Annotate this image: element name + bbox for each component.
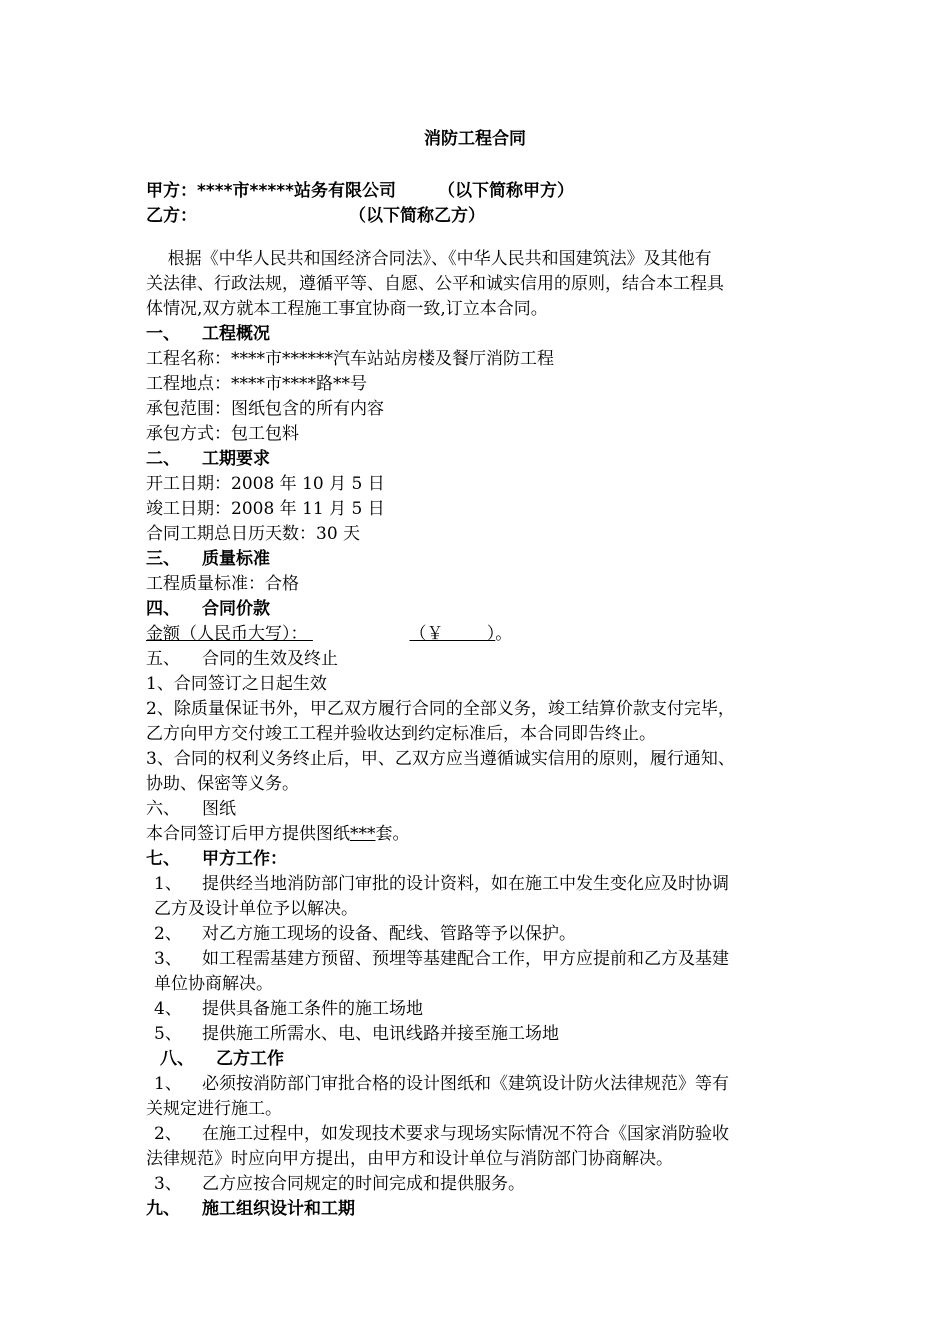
- section-heading-6: 六、 图纸: [146, 799, 236, 819]
- party-a-name: ****市*****站务有限公司: [197, 181, 397, 201]
- amount-label: 金额（人民币大写）：: [146, 624, 308, 644]
- section-heading-3: 三、 质量标准: [146, 549, 270, 569]
- section-heading-4: 四、 合同价款: [146, 599, 270, 619]
- party-b-abbr: （以下简称乙方）: [349, 206, 485, 226]
- contract-body: [146, 247, 806, 1222]
- party-a-duty: 乙方及设计单位予以解决。: [154, 899, 358, 919]
- party-b-duty: 2、 在施工过程中，如发现技术要求与现场实际情况不符合《国家消防验收: [154, 1124, 729, 1144]
- amount-yen: （￥ ）: [409, 624, 496, 644]
- party-b-label: 乙方：: [146, 206, 197, 226]
- section-heading-5: 五、 合同的生效及终止: [146, 649, 338, 669]
- start-date: 开工日期：2008 年 10 月 5 日: [146, 474, 385, 494]
- party-a-label: 甲方：: [146, 181, 197, 201]
- party-a-duty: 2、 对乙方施工现场的设备、配线、管路等予以保护。: [154, 924, 576, 944]
- preamble-line: 根据《中华人民共和国经济合同法》、《中华人民共和国建筑法》及其他有: [146, 249, 712, 269]
- party-a-duty: 3、 如工程需基建方预留、预埋等基建配合工作，甲方应提前和乙方及基建: [154, 949, 729, 969]
- clause-line: 乙方向甲方交付竣工工程并验收达到约定标准后，本合同即告终止。: [146, 724, 656, 744]
- drawings-line: 本合同签订后甲方提供图纸***套。: [146, 824, 410, 844]
- section-heading-1: 一、 工程概况: [146, 324, 270, 344]
- section-heading-7: 七、 甲方工作：: [146, 849, 287, 869]
- party-b-duty: 法律规范》时应向甲方提出，由甲方和设计单位与消防部门协商解决。: [146, 1149, 673, 1169]
- party-a-duty: 单位协商解决。: [154, 974, 273, 994]
- party-a-duty: 5、 提供施工所需水、电、电讯线路并接至施工场地: [154, 1024, 559, 1044]
- party-b-duty: 3、 乙方应按合同规定的时间完成和提供服务。: [154, 1174, 525, 1194]
- contract-scope: 承包范围：图纸包含的所有内容: [146, 399, 384, 419]
- section-heading-2: 二、 工期要求: [146, 449, 270, 469]
- quality-standard: 工程质量标准：合格: [146, 574, 299, 594]
- preamble-line: 体情况,双方就本工程施工事宜协商一致,订立本合同。: [146, 299, 548, 319]
- party-b-duty: 关规定进行施工。: [146, 1099, 282, 1119]
- party-b-duty: 1、 必须按消防部门审批合格的设计图纸和《建筑设计防火法律规范》等有: [154, 1074, 729, 1094]
- clause-line: 2、除质量保证书外，甲乙双方履行合同的全部义务，竣工结算价款支付完毕，: [146, 699, 735, 719]
- party-a-abbr: （以下简称甲方）: [438, 181, 575, 201]
- section-heading-9: 九、 施工组织设计和工期: [146, 1199, 355, 1219]
- drawings-count: ***: [350, 824, 376, 844]
- project-name: 工程名称：****市******汽车站站房楼及餐厅消防工程: [146, 349, 554, 369]
- project-location: 工程地点：****市****路**号: [146, 374, 367, 394]
- completion-date: 竣工日期：2008 年 11 月 5 日: [146, 499, 385, 519]
- preamble-line: 关法律、行政法规，遵循平等、自愿、公平和诚实信用的原则，结合本工程具: [146, 274, 724, 294]
- clause-line: 协助、保密等义务。: [146, 774, 299, 794]
- party-a-duty: 4、 提供具备施工条件的施工场地: [154, 999, 423, 1019]
- clause-line: 3、合同的权利义务终止后，甲、乙双方应当遵循诚实信用的原则，履行通知、: [146, 749, 735, 769]
- document-title: 消防工程合同: [424, 129, 526, 149]
- amount-line: 金额（人民币大写）： （￥ ）。: [146, 624, 513, 644]
- section-heading-8: 八、 乙方工作: [160, 1049, 284, 1069]
- contract-mode: 承包方式：包工包料: [146, 424, 299, 444]
- party-a-duty: 1、 提供经当地消防部门审批的设计资料，如在施工中发生变化应及时协调: [154, 874, 729, 894]
- total-days: 合同工期总日历天数：30 天: [146, 524, 361, 544]
- party-b-line: [146, 201, 485, 226]
- clause-line: 1、合同签订之日起生效: [146, 674, 327, 694]
- party-a-line: [146, 176, 574, 201]
